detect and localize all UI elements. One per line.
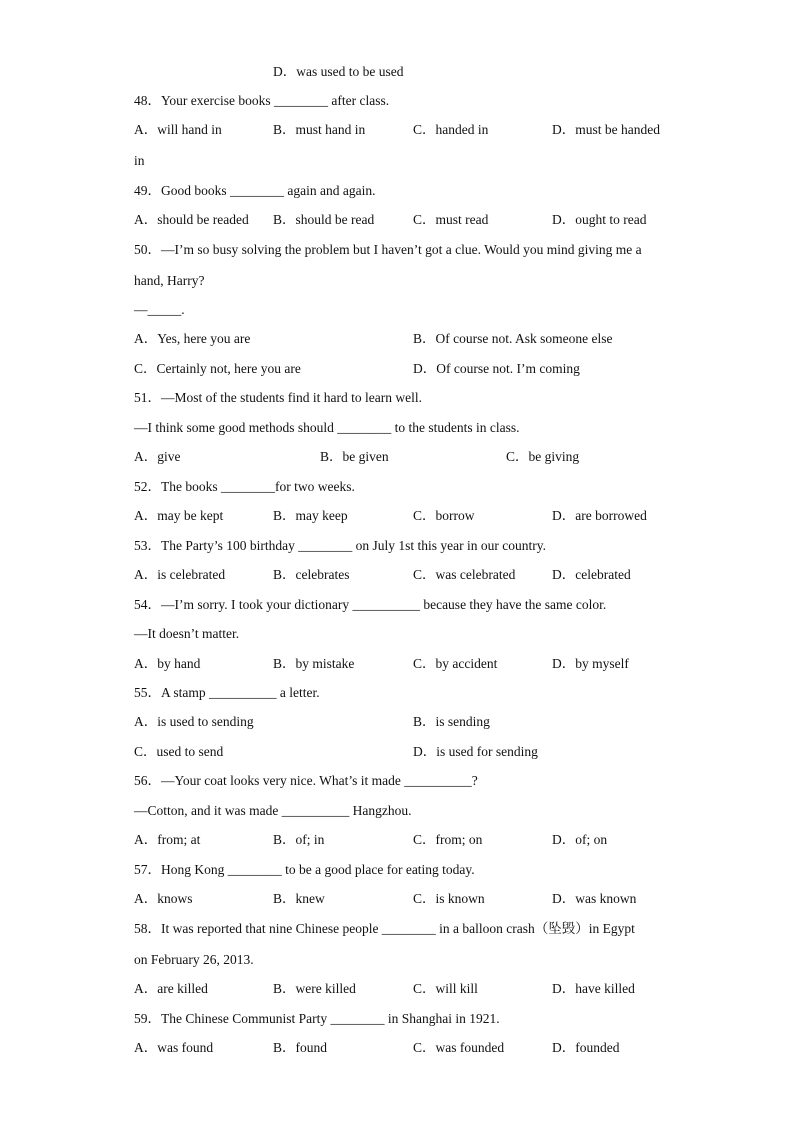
- q58-stem-line1: 58．It was reported that nine Chinese people ________ in a balloon crash（坠毁）in Egypt: [134, 921, 635, 936]
- q48-option-b: B．must hand in: [273, 122, 366, 137]
- q56-option-b: B．of; in: [273, 832, 325, 847]
- q54-option-d: D．by myself: [552, 656, 629, 671]
- q50-stem-line1: 50．—I’m so busy solving the problem but I haven’t got a clue. Would you mind giving me a: [134, 242, 642, 257]
- q49-option-a: A．should be readed: [134, 212, 249, 227]
- q59-stem: 59．The Chinese Communist Party ________ in Shanghai in 1921.: [134, 1011, 500, 1026]
- q58-option-b: B．were killed: [273, 981, 356, 996]
- q59-option-d: D．founded: [552, 1040, 620, 1055]
- q48-option-c: C．handed in: [413, 122, 489, 137]
- q47-option-d: D．was used to be used: [273, 64, 404, 79]
- q53-option-a: A．is celebrated: [134, 567, 226, 582]
- q57-option-d: D．was known: [552, 891, 637, 906]
- q50-option-d: D．Of course not. I’m coming: [413, 361, 580, 376]
- q56-stem-line2: —Cotton, and it was made __________ Hangzhou.: [134, 803, 412, 818]
- q49-option-d: D．ought to read: [552, 212, 647, 227]
- q58-option-a: A．are killed: [134, 981, 208, 996]
- q52-option-c: C．borrow: [413, 508, 475, 523]
- q50-option-b: B．Of course not. Ask someone else: [413, 331, 613, 346]
- q52-option-d: D．are borrowed: [552, 508, 647, 523]
- q50-stem-line2: hand, Harry?: [134, 273, 205, 288]
- q56-option-c: C．from; on: [413, 832, 483, 847]
- q51-stem-line2: —I think some good methods should ________ to the students in class.: [134, 420, 520, 435]
- q48-option-d: D．must be handed: [552, 122, 660, 137]
- q49-option-c: C．must read: [413, 212, 489, 227]
- q55-option-c: C．used to send: [134, 744, 224, 759]
- q57-stem: 57．Hong Kong ________ to be a good place for eating today.: [134, 862, 475, 877]
- q50-option-c: C．Certainly not, here you are: [134, 361, 301, 376]
- q57-option-a: A．knows: [134, 891, 193, 906]
- q48-option-d-continued: in: [134, 153, 145, 168]
- q54-option-a: A．by hand: [134, 656, 201, 671]
- q53-option-c: C．was celebrated: [413, 567, 516, 582]
- q53-option-d: D．celebrated: [552, 567, 631, 582]
- q48-stem: 48．Your exercise books ________ after class.: [134, 93, 390, 108]
- q52-option-a: A．may be kept: [134, 508, 224, 523]
- q52-option-b: B．may keep: [273, 508, 348, 523]
- q51-stem-line1: 51．—Most of the students find it hard to learn well.: [134, 390, 422, 405]
- q53-option-b: B．celebrates: [273, 567, 350, 582]
- q48-option-a: A．will hand in: [134, 122, 222, 137]
- q50-stem-line3: —_____.: [134, 302, 185, 317]
- q55-stem: 55．A stamp __________ a letter.: [134, 685, 320, 700]
- q53-stem: 53．The Party’s 100 birthday ________ on July 1st this year in our country.: [134, 538, 546, 553]
- q51-option-a: A．give: [134, 449, 181, 464]
- q58-stem-line2: on February 26, 2013.: [134, 952, 254, 967]
- q54-option-c: C．by accident: [413, 656, 498, 671]
- q50-option-a: A．Yes, here you are: [134, 331, 251, 346]
- q59-option-a: A．was found: [134, 1040, 214, 1055]
- q56-stem-line1: 56．—Your coat looks very nice. What’s it made __________?: [134, 773, 478, 788]
- q56-option-a: A．from; at: [134, 832, 201, 847]
- q58-option-d: D．have killed: [552, 981, 635, 996]
- q51-option-c: C．be giving: [506, 449, 580, 464]
- q55-option-b: B．is sending: [413, 714, 490, 729]
- q49-option-b: B．should be read: [273, 212, 375, 227]
- q49-stem: 49．Good books ________ again and again.: [134, 183, 376, 198]
- q59-option-b: B．found: [273, 1040, 327, 1055]
- q59-option-c: C．was founded: [413, 1040, 505, 1055]
- q52-stem: 52．The books ________for two weeks.: [134, 479, 355, 494]
- q55-option-a: A．is used to sending: [134, 714, 254, 729]
- q51-option-b: B．be given: [320, 449, 389, 464]
- q54-stem-line2: —It doesn’t matter.: [134, 626, 240, 641]
- q57-option-c: C．is known: [413, 891, 485, 906]
- q54-option-b: B．by mistake: [273, 656, 355, 671]
- q58-option-c: C．will kill: [413, 981, 478, 996]
- q57-option-b: B．knew: [273, 891, 325, 906]
- q55-option-d: D．is used for sending: [413, 744, 538, 759]
- q56-option-d: D．of; on: [552, 832, 608, 847]
- q54-stem-line1: 54．—I’m sorry. I took your dictionary __________ because they have the same color.: [134, 597, 607, 612]
